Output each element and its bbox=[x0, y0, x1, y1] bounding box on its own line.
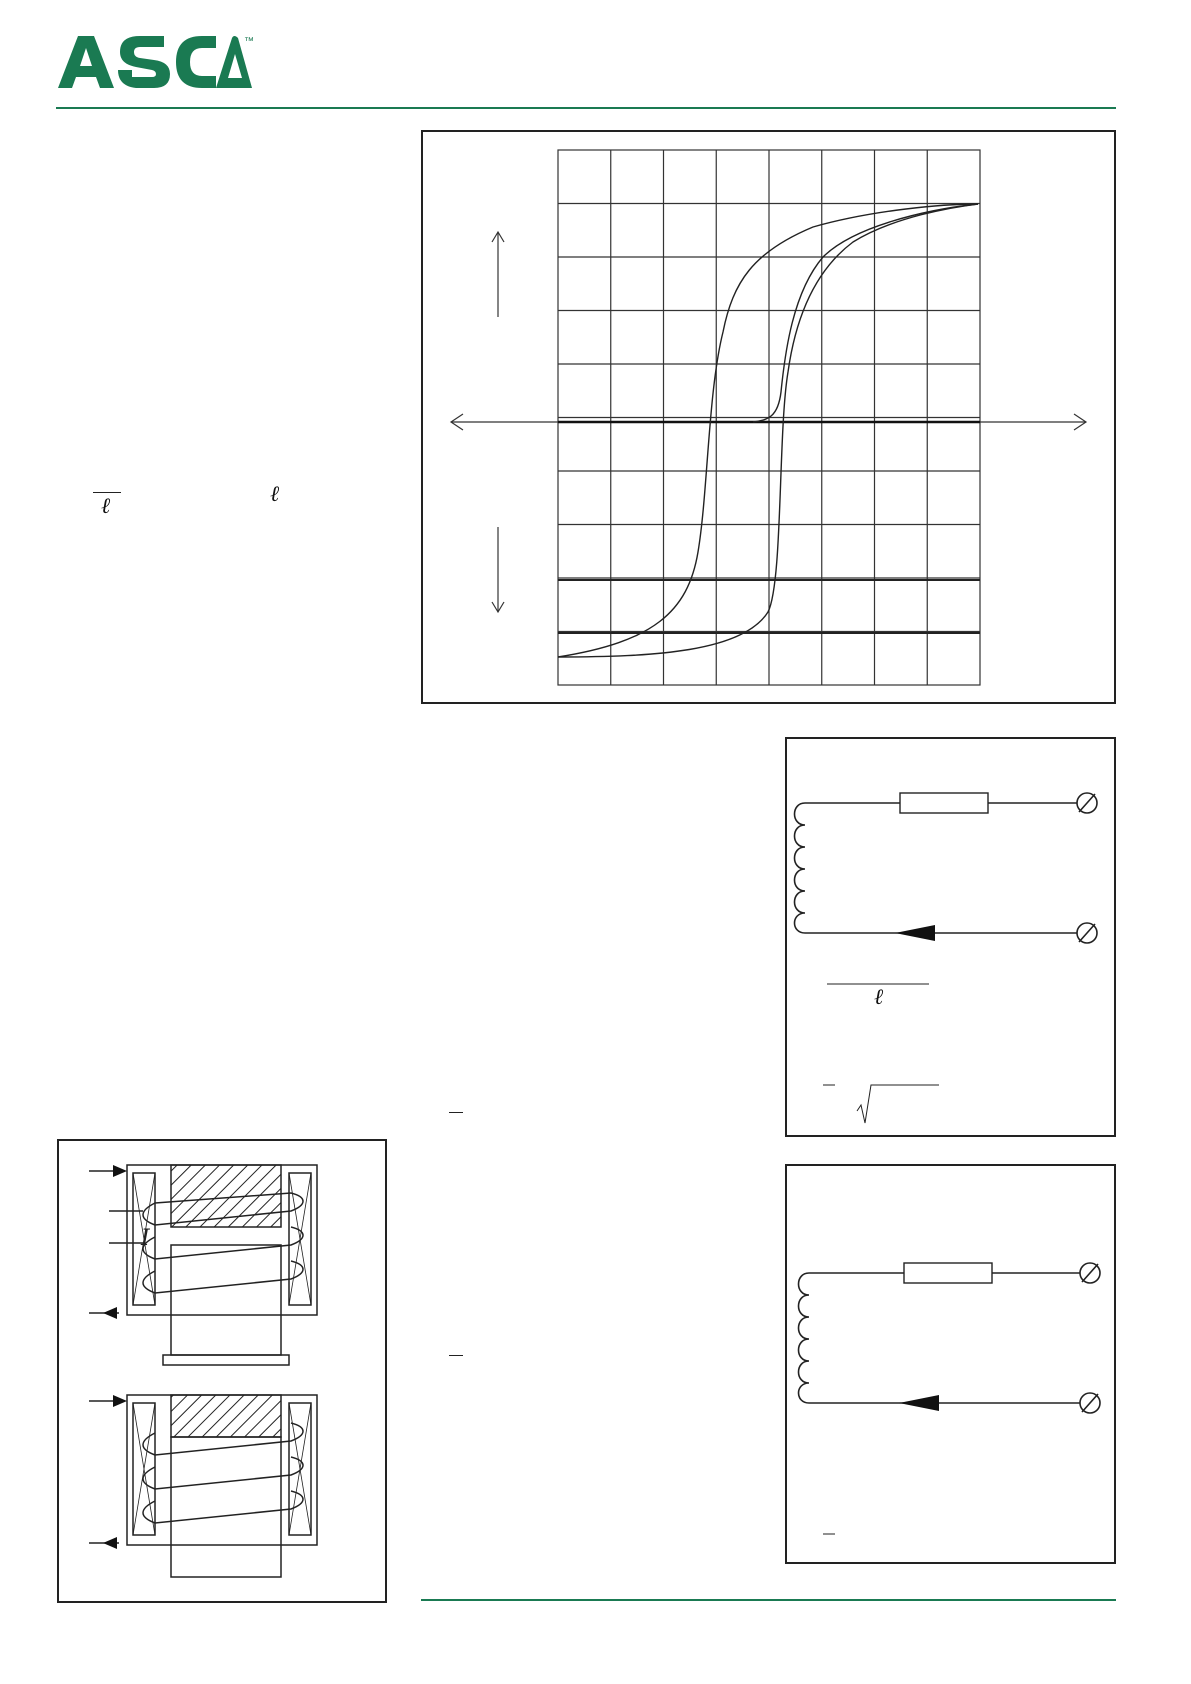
current-arrow-icon bbox=[899, 1395, 939, 1411]
output-arrow-icon bbox=[103, 1307, 117, 1319]
terminal-bottom-icon bbox=[1080, 1393, 1100, 1413]
current-arrow-icon bbox=[895, 925, 935, 941]
hysteresis-figure bbox=[421, 130, 1116, 704]
circuit-figure-2 bbox=[785, 1164, 1116, 1564]
formula-dash bbox=[449, 1112, 463, 1113]
hysteresis-chart bbox=[423, 132, 1114, 702]
output-arrow-icon bbox=[103, 1537, 117, 1549]
footer-rule bbox=[421, 1599, 1116, 1601]
asco-logo bbox=[56, 30, 256, 94]
terminal-bottom-icon bbox=[1077, 923, 1097, 943]
coil-label: I bbox=[141, 1226, 150, 1251]
formula-symbol-length: ℓ bbox=[874, 985, 884, 1010]
terminal-top-icon bbox=[1080, 1263, 1100, 1283]
inductor-coil-icon bbox=[799, 1273, 810, 1403]
input-arrow-icon bbox=[113, 1165, 127, 1177]
formula-symbol-length-2: ℓ bbox=[270, 482, 280, 507]
solenoid-figure bbox=[57, 1139, 387, 1603]
inductor-coil-icon bbox=[795, 803, 806, 933]
left-formula bbox=[90, 482, 290, 525]
formula-symbol-length: ℓ bbox=[101, 494, 111, 519]
solenoid-upper bbox=[89, 1165, 317, 1365]
virgin-magnetization-curve bbox=[753, 204, 978, 422]
hysteresis-curve-upper bbox=[558, 204, 978, 657]
formula-dash bbox=[449, 1355, 463, 1356]
header-rule bbox=[56, 107, 1116, 109]
hysteresis-curve-lower bbox=[558, 204, 978, 657]
sqrt-icon bbox=[857, 1085, 939, 1123]
input-arrow-icon bbox=[113, 1395, 127, 1407]
resistor-icon bbox=[900, 793, 988, 813]
arrow-up-icon bbox=[492, 232, 504, 317]
arrow-down-icon bbox=[492, 527, 504, 612]
circuit-figure-1 bbox=[785, 737, 1116, 1137]
resistor-icon bbox=[904, 1263, 992, 1283]
trademark-text: ™ bbox=[244, 36, 254, 47]
terminal-top-icon bbox=[1077, 793, 1097, 813]
solenoid-lower bbox=[89, 1395, 317, 1577]
